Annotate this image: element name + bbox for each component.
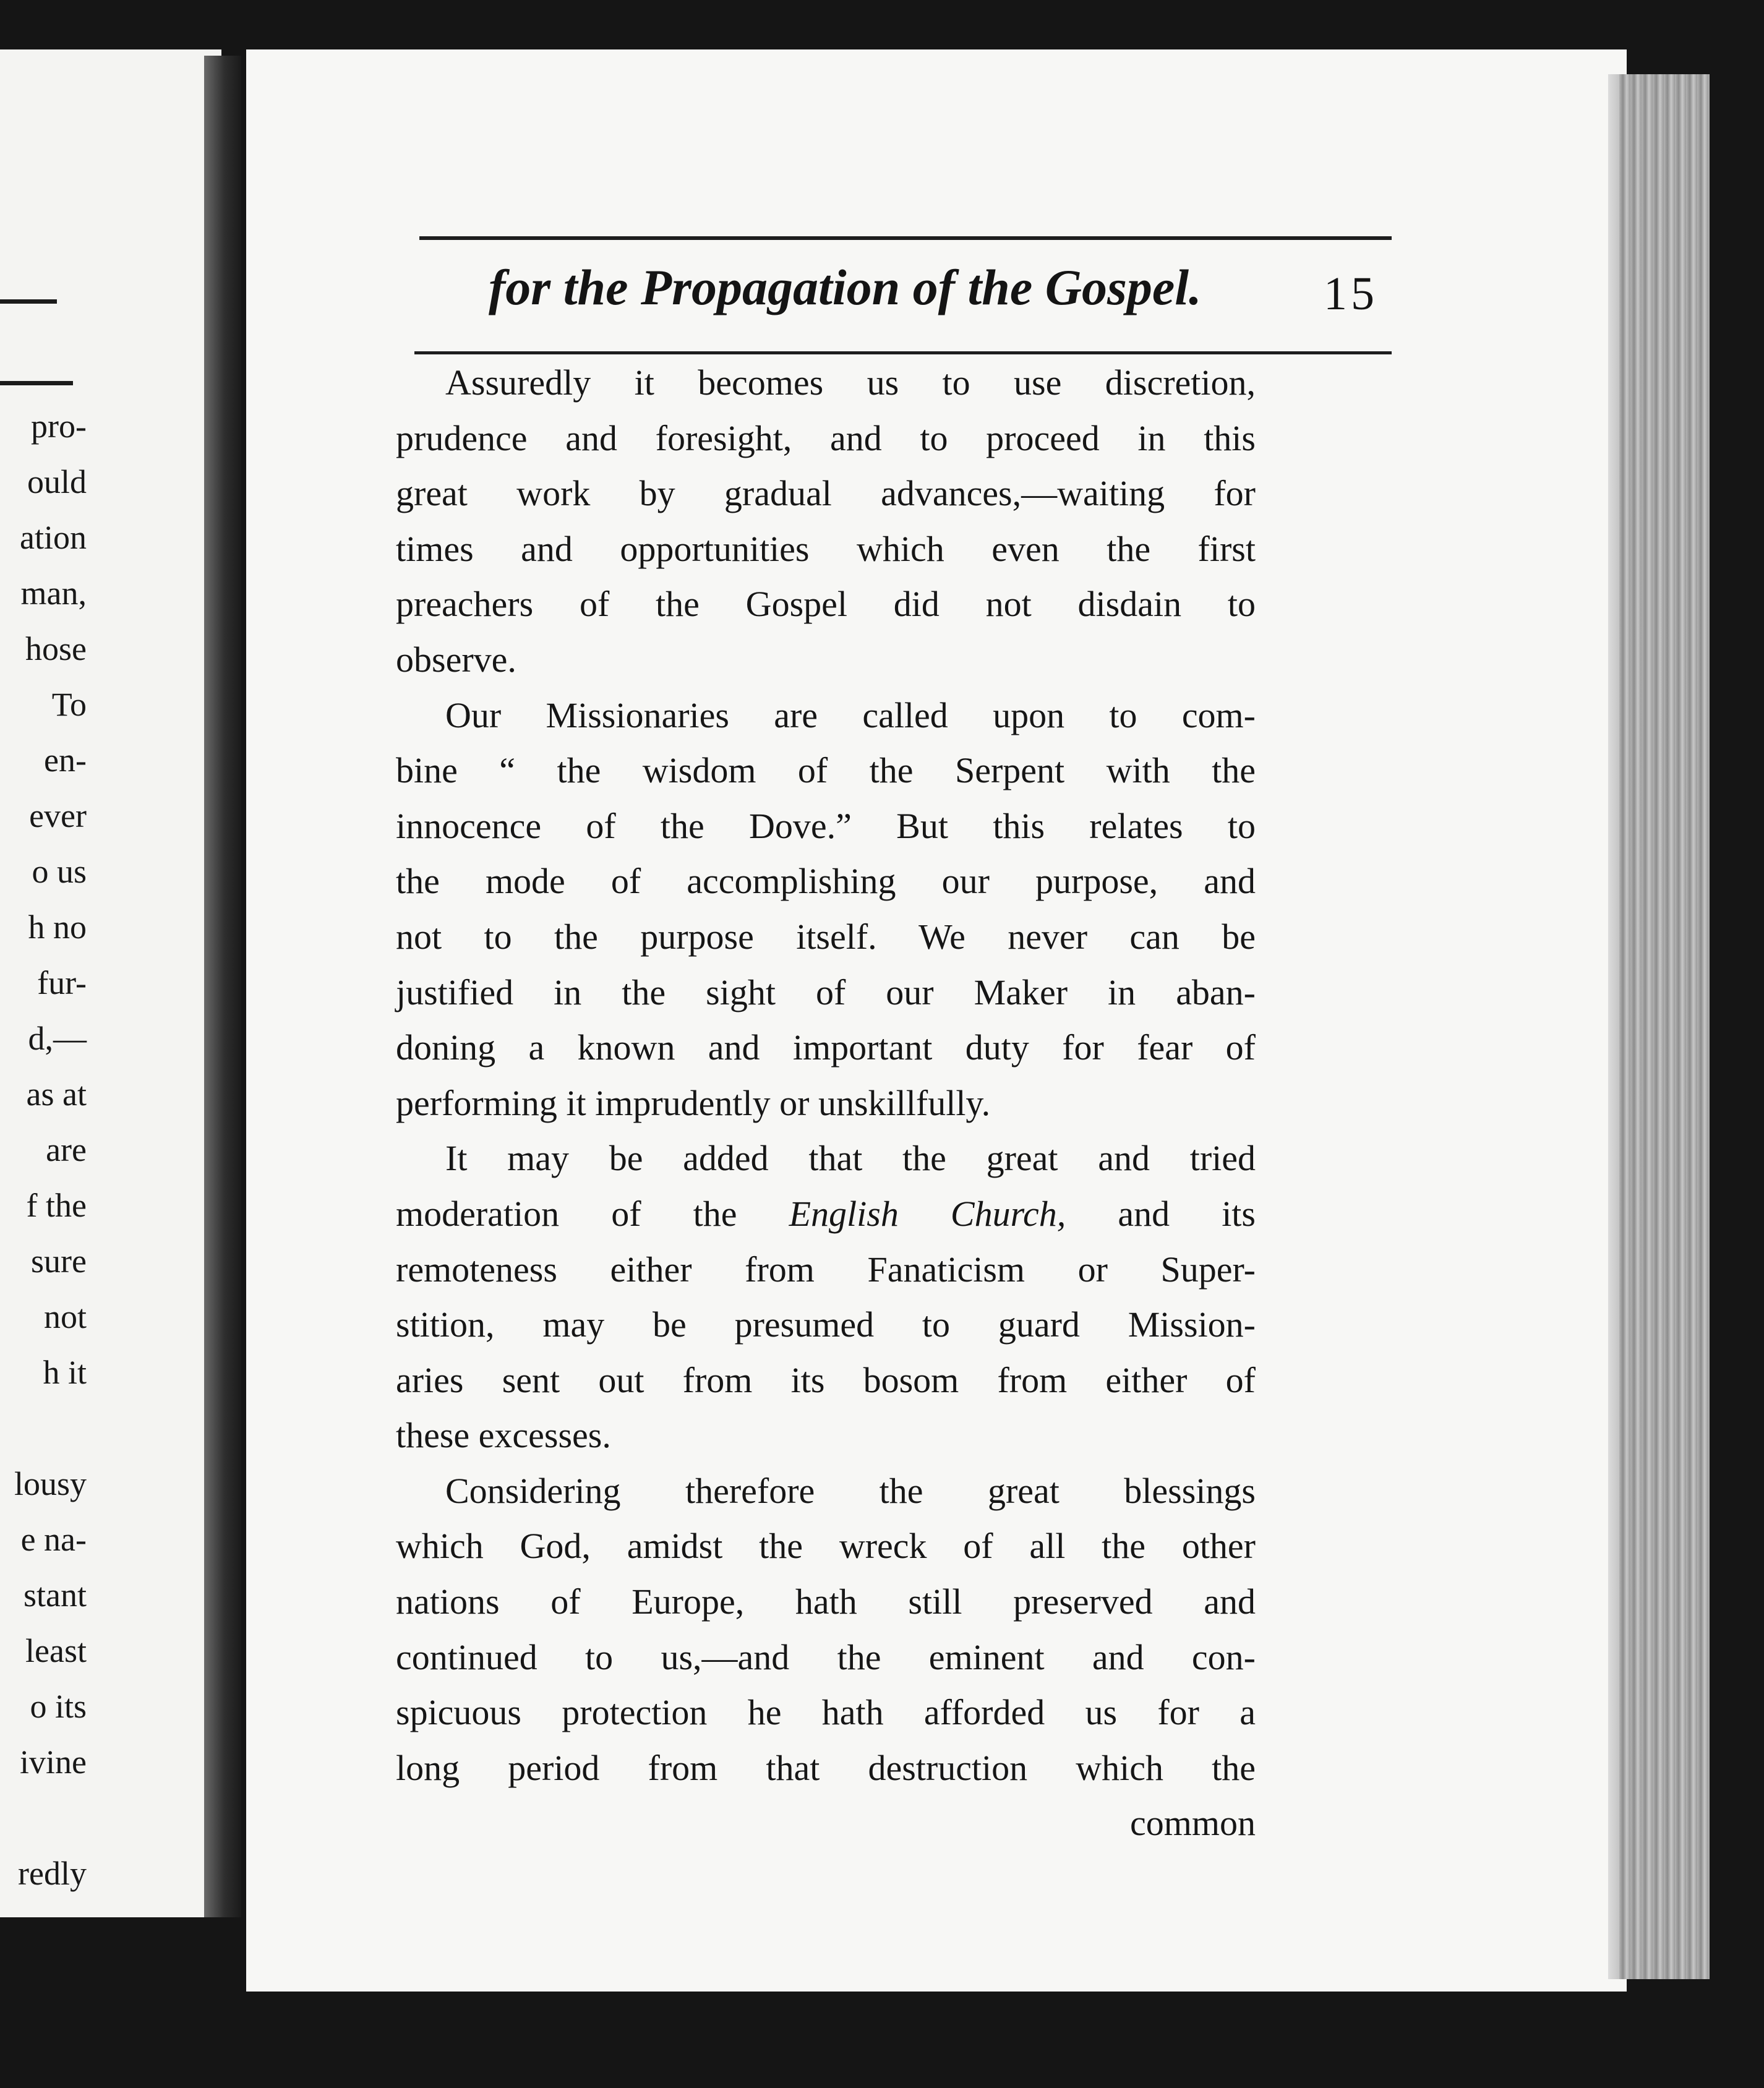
left-page-line: as at <box>26 1076 87 1113</box>
text-line: remoteness either from Fanaticism or Super- <box>396 1249 1256 1290</box>
text-line: spicuous protection he hath afforded us for a <box>396 1692 1256 1733</box>
text-line: bine “ the wisdom of the Serpent with the <box>396 750 1256 791</box>
paragraph <box>396 355 1256 688</box>
text-line: doning a known and important duty for fear of <box>396 1027 1256 1068</box>
left-page-line: en- <box>44 742 87 779</box>
left-page <box>0 49 221 1917</box>
left-page-rule <box>0 299 57 304</box>
book-gutter <box>204 56 241 1917</box>
left-page-line: redly <box>18 1855 87 1892</box>
text-line: justified in the sight of our Maker in aban- <box>396 972 1256 1012</box>
left-page-line: are <box>46 1131 87 1168</box>
text-line: innocence of the Dove.” But this relates to <box>396 805 1256 846</box>
left-page-line: h no <box>28 909 87 946</box>
header-rule-bottom <box>414 351 1392 354</box>
text-line: Our Missionaries are called upon to com- <box>445 695 1256 735</box>
paragraph <box>396 1463 1256 1796</box>
text-line: great work by gradual advances,—waiting for <box>396 473 1256 514</box>
text-line: not to the purpose itself. We never can be <box>396 916 1256 957</box>
paragraph <box>396 688 1256 1131</box>
page-edges <box>1619 74 1710 1979</box>
text-line: aries sent out from its bosom from either of <box>396 1359 1256 1400</box>
text-line: stition, may be presumed to guard Mission- <box>396 1304 1256 1345</box>
left-page-line: o its <box>30 1688 87 1725</box>
text-line: performing it imprudently or unskillfully. <box>396 1082 991 1123</box>
left-page-line: h it <box>43 1354 87 1391</box>
left-page-rule <box>0 381 73 385</box>
left-page-line: ever <box>29 797 87 834</box>
left-page-line: least <box>25 1632 87 1669</box>
text-line: times and opportunities which even the first <box>396 528 1256 569</box>
text-line: Considering therefore the great blessings <box>445 1470 1256 1511</box>
left-page-line: To <box>51 686 87 723</box>
page-header <box>414 235 1392 359</box>
text-line: prudence and foresight, and to proceed in this <box>396 417 1256 458</box>
left-page-line: not <box>43 1298 87 1335</box>
page-number: 15 <box>1324 268 1378 320</box>
left-page-line: ation <box>20 519 87 556</box>
left-page-line <box>0 1400 87 1456</box>
left-page-line: fur- <box>37 964 87 1001</box>
text-line: nations of Europe, hath still preserved and <box>396 1581 1256 1622</box>
paragraph <box>396 1131 1256 1463</box>
text-line: preachers of the Gospel did not disdain to <box>396 584 1256 625</box>
running-head: for the Propagation of the Gospel. <box>489 259 1202 315</box>
left-page-line: hose <box>25 630 87 667</box>
text-line: these excesses. <box>396 1415 611 1456</box>
left-page-line: lousy <box>14 1465 87 1502</box>
italic-phrase: English Church, <box>789 1193 1066 1234</box>
left-page-text <box>0 398 87 1901</box>
text-line: continued to us,—and the eminent and con- <box>396 1637 1256 1677</box>
text-line: It may be added that the great and tried <box>445 1138 1256 1179</box>
left-page-line: man, <box>20 575 87 612</box>
text-line: Assuredly it becomes us to use discretion, <box>445 362 1256 403</box>
left-page-line: f the <box>26 1187 87 1224</box>
left-page-line: ould <box>27 463 87 500</box>
left-page-line: d,— <box>28 1020 87 1057</box>
left-page-line: sure <box>31 1243 87 1280</box>
body-text <box>396 355 1256 1851</box>
text-line: long period from that destruction which the <box>396 1747 1256 1788</box>
left-page-line: ivine <box>20 1744 87 1781</box>
text-line: which God, amidst the wreck of all the other <box>396 1526 1256 1567</box>
header-rule-top <box>419 236 1392 240</box>
catchword: common <box>1130 1803 1256 1844</box>
left-page-line <box>0 1790 87 1846</box>
text-line: the mode of accomplishing our purpose, and <box>396 861 1256 902</box>
left-page-line: o us <box>32 853 87 890</box>
text-line: moderation of the English Church, and its <box>396 1193 1256 1234</box>
text-line: observe. <box>396 639 516 680</box>
left-page-line: pro- <box>31 408 87 445</box>
left-page-line: e na- <box>20 1521 87 1558</box>
left-page-line: stant <box>24 1577 87 1614</box>
